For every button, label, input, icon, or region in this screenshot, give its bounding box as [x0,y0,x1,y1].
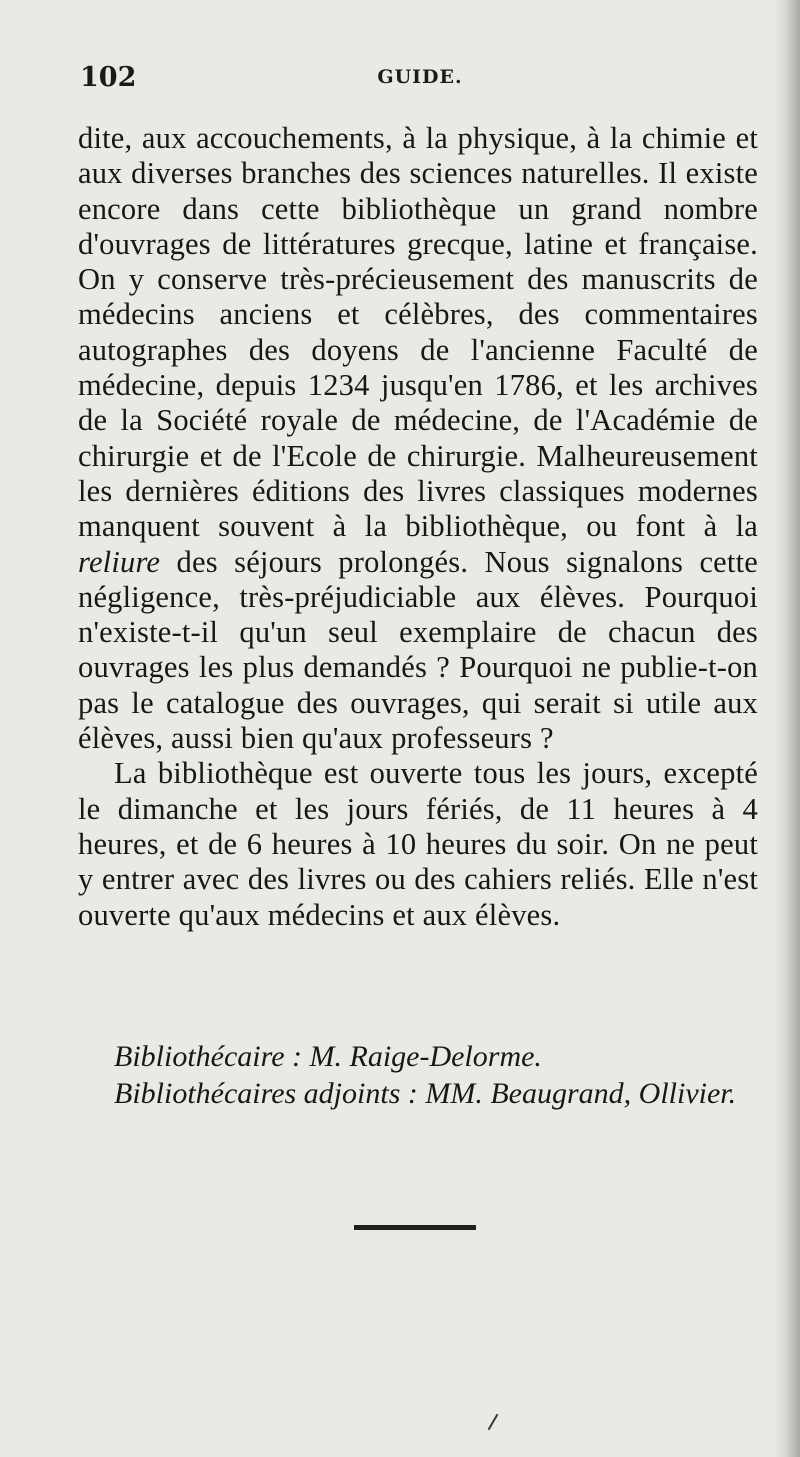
paragraph-library-collections [78,121,758,756]
paragraph-1-start: dite, aux accouchements, à la physique, à la chimie et aux diverses branches des sciences naturelles. Il existe encore dans cette bibliothèque un grand nombre d'ouvrages de littératures grecque, latine et française. On y conserve très-précieusement des manuscrits de médecins anciens et célèbres, des commentaires autographes des doyens de l'ancienne Faculté de médecine, depuis 1234 jusqu'en 1786, et les archives de la Société royale de médecine, de l'Académie de chirurgie et de l'Ecole de chirurgie. Malheureusement les dernières éditions des livres classiques modernes manquent souvent à la bibliothèque, ou font à la [78,121,758,544]
section-end-rule [354,1225,476,1230]
paper-mark [488,1414,499,1431]
assistant-librarians-line: Bibliothécaires adjoints : MM. Beaugrand, Ollivier. [114,1077,737,1110]
page-number: 102 [80,62,137,93]
librarian-line: Bibliothécaire : M. Raige-Delorme. [114,1040,542,1073]
page-edge-shadow [774,0,800,1457]
paragraph-1-end: des séjours prolongés. Nous signalons cette négligence, très-préjudiciable aux élèves. Pourquoi n'existe-t-il qu'un seul exemplaire de chacun des ouvrages les plus demandés ? Pourquoi ne publie-t-on pas le catalogue des ouvrages, qui serait si utile aux élèves, aussi bien qu'aux professeurs ? [78,544,758,756]
italic-term-reliure: reliure [78,544,161,579]
paragraph-opening-hours: La bibliothèque est ouverte tous les jours, excepté le dimanche et les jours fériés, de 11 heures à 4 heures, et de 6 heures à 10 heures du soir. On ne peut y entrer avec des livres ou des cahiers reliés. Elle n'est ouverte qu'aux médecins et aux élèves. [78,756,758,932]
body-text [78,121,758,933]
running-head [80,62,760,96]
signatures [78,1038,758,1112]
running-title: GUIDE. [377,66,463,88]
